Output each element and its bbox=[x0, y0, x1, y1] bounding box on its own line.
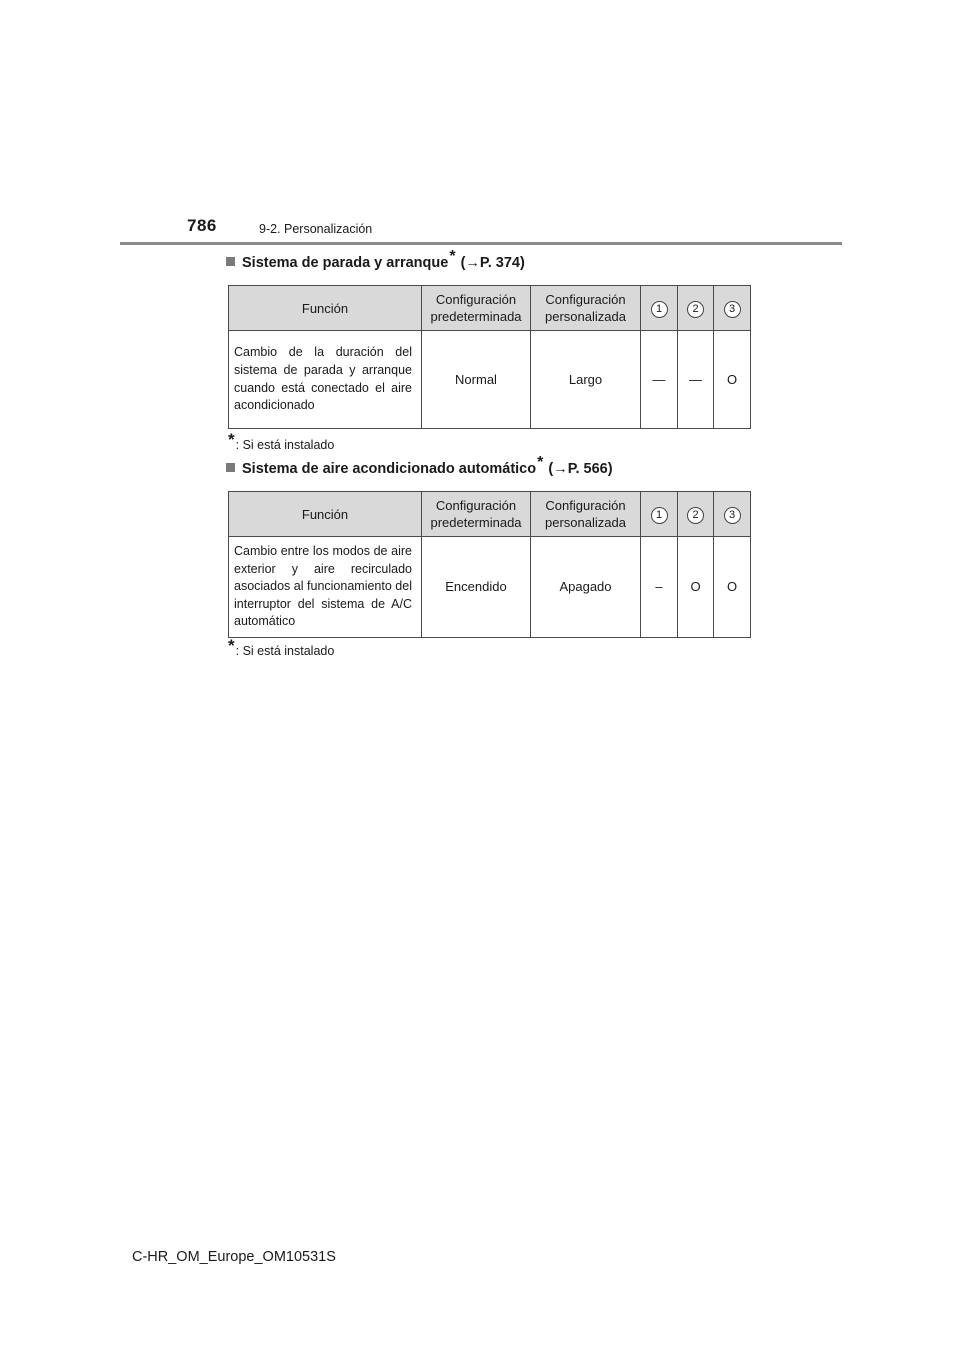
cell-method-3: O bbox=[714, 331, 751, 429]
header-method-2 bbox=[678, 492, 714, 537]
footnote bbox=[228, 636, 335, 660]
cell-method-2: — bbox=[678, 331, 714, 429]
heading-ref-open: ( bbox=[548, 461, 554, 477]
cell-method-1: – bbox=[641, 537, 678, 638]
cell-custom: Apagado bbox=[531, 537, 641, 638]
header-method-1 bbox=[641, 492, 678, 537]
heading-text: Sistema de aire acondicionado automático bbox=[242, 461, 537, 477]
footnote-asterisk: * bbox=[228, 430, 235, 449]
footnote-text: : Si está instalado bbox=[235, 644, 335, 658]
cell-funcion: Cambio de la duración del sistema de parada y arranque cuando está conectado el aire acondicionado bbox=[229, 331, 422, 429]
cell-custom: Largo bbox=[531, 331, 641, 429]
circled-3-icon: 3 bbox=[724, 507, 741, 524]
square-bullet-icon bbox=[226, 257, 235, 266]
circled-2-icon: 2 bbox=[687, 507, 704, 524]
section-heading-stop-start bbox=[226, 248, 525, 272]
page-reference-link[interactable]: P. 374) bbox=[479, 255, 525, 271]
table-header-row bbox=[229, 492, 751, 537]
footnote bbox=[228, 430, 335, 454]
table-row bbox=[229, 331, 751, 429]
settings-table-stop-start bbox=[228, 285, 751, 429]
circled-1-icon: 1 bbox=[651, 507, 668, 524]
arrow-right-icon: → bbox=[465, 255, 480, 271]
settings-table-auto-ac bbox=[228, 491, 751, 638]
header-divider bbox=[120, 242, 842, 245]
page-number: 786 bbox=[187, 216, 217, 235]
cell-funcion: Cambio entre los modos de aire exterior y aire recirculado asociados al funcionamiento del interruptor del sistema de A/C automático bbox=[229, 537, 422, 638]
circled-3-icon: 3 bbox=[724, 301, 741, 318]
heading-ref-open: ( bbox=[460, 255, 466, 271]
header-custom-setting: Configuración personalizada bbox=[531, 286, 641, 331]
circled-1-icon: 1 bbox=[651, 301, 668, 318]
document-code: C-HR_OM_Europe_OM10531S bbox=[132, 1249, 336, 1265]
arrow-right-icon: → bbox=[553, 461, 568, 477]
page-reference-link[interactable]: P. 566) bbox=[567, 461, 613, 477]
cell-default: Normal bbox=[422, 331, 531, 429]
table-row bbox=[229, 537, 751, 638]
section-heading-auto-ac bbox=[226, 454, 613, 478]
cell-default: Encendido bbox=[422, 537, 531, 638]
header-funcion: Función bbox=[229, 286, 422, 331]
square-bullet-icon bbox=[226, 463, 235, 472]
header-default-setting: Configuración predeterminada bbox=[422, 492, 531, 537]
asterisk-marker: * bbox=[449, 248, 456, 265]
heading-text: Sistema de parada y arranque bbox=[242, 255, 449, 271]
asterisk-marker: * bbox=[537, 454, 544, 471]
section-label: 9-2. Personalización bbox=[259, 222, 373, 236]
header-method-3 bbox=[714, 492, 751, 537]
header-method-3 bbox=[714, 286, 751, 331]
header-method-2 bbox=[678, 286, 714, 331]
header-method-1 bbox=[641, 286, 678, 331]
footnote-asterisk: * bbox=[228, 636, 235, 655]
footnote-text: : Si está instalado bbox=[235, 438, 335, 452]
cell-method-1: — bbox=[641, 331, 678, 429]
cell-method-3: O bbox=[714, 537, 751, 638]
header-default-setting: Configuración predeterminada bbox=[422, 286, 531, 331]
header-custom-setting: Configuración personalizada bbox=[531, 492, 641, 537]
cell-method-2: O bbox=[678, 537, 714, 638]
table-header-row bbox=[229, 286, 751, 331]
header-funcion: Función bbox=[229, 492, 422, 537]
circled-2-icon: 2 bbox=[687, 301, 704, 318]
